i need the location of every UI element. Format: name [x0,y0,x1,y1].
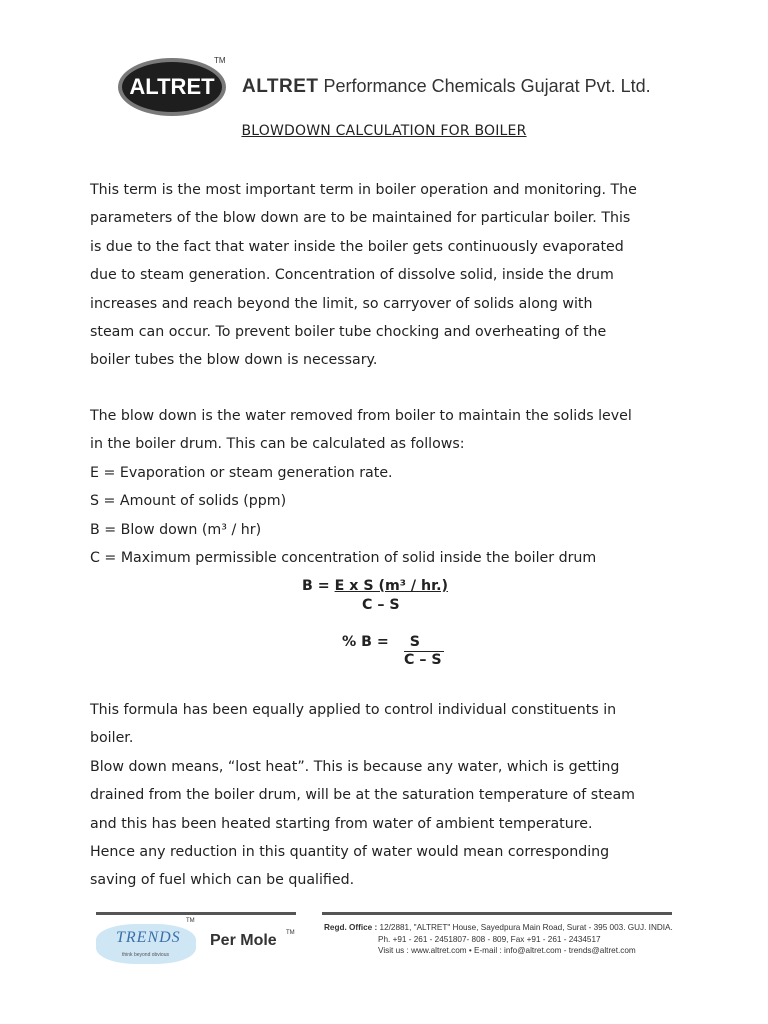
phone-line: Ph. +91 - 261 - 2451807- 808 - 809, Fax +91 - 261 - 2434517 [378,934,601,944]
trends-tagline: think beyond obvious [122,952,169,958]
per-mole-logo: Per Mole [210,932,277,949]
definition-e: E = Evaporation or steam generation rate. [90,464,393,481]
footer-divider [96,912,296,915]
company-name [242,76,651,98]
definition-c: C = Maximum permissible concentration of solid inside the boiler drum [90,550,597,567]
formula-blowdown [302,578,448,594]
web-email-line: Visit us : www.altret.com • E-mail : info@altret.com - trends@altret.com [378,946,636,955]
text-line: boiler tubes the blow down is necessary. [90,352,378,369]
text-line: due to steam generation. Concentration of dissolve solid, inside the drum [90,267,614,284]
regd-address: 12/2881, "ALTRET" House, Sayedpura Main Road, Surat - 395 003. GUJ. INDIA. [379,923,673,932]
text-line: in the boiler drum. This can be calculated as follows: [90,436,465,453]
document-title: BLOWDOWN CALCULATION FOR BOILER [241,123,527,139]
text-line: The blow down is the water removed from boiler to maintain the solids level [90,408,632,424]
text-line: Blow down means, “lost heat”. This is because any water, which is getting [90,758,620,775]
text-line: saving of fuel which can be qualified. [90,872,355,889]
formula-numerator: S [409,634,420,650]
formula-percent-denominator: C – S [404,652,442,668]
text-line: This term is the most important term in boiler operation and monitoring. The [90,182,637,198]
text-line: is due to the fact that water inside the boiler gets continuously evaporated [90,238,624,255]
definition-b: B = Blow down (m³ / hr) [90,521,262,538]
formula-lhs: B = [302,578,335,594]
altret-logo [118,58,226,116]
formula-lhs: % B = [342,634,394,650]
company-name-rest: Performance Chemicals Gujarat Pvt. Ltd. [318,76,651,96]
letterhead-footer [92,910,676,970]
paragraph-intro [90,176,678,375]
text-line: This formula has been equally applied to control individual constituents in [90,702,617,718]
logo-trademark: TM [214,56,226,65]
trends-logo-text: TRENDS [116,929,181,946]
regd-office-label: Regd. Office : [324,923,378,932]
address-line [324,922,674,934]
text-line: drained from the boiler drum, will be at the saturation temperature of steam [90,787,636,804]
paragraph-definitions [90,402,678,572]
text-line: steam can occur. To prevent boiler tube chocking and overheating of the [90,324,607,341]
trends-logo [96,924,196,964]
office-address [324,922,674,957]
letterhead [96,50,651,120]
logo-text: ALTRET [129,74,215,99]
text-line: and this has been heated starting from water of ambient temperature. [90,815,593,832]
footer-divider [322,912,672,915]
text-line: parameters of the blow down are to be maintained for particular boiler. This [90,210,631,227]
text-line: boiler. [90,730,134,747]
paragraph-lost-heat [90,696,678,895]
formula-numerator: E x S (m³ / hr.) [334,578,448,594]
per-mole-trademark: TM [286,930,295,936]
formula-blowdown-denominator: C – S [362,597,400,613]
text-line: increases and reach beyond the limit, so carryover of solids along with [90,295,593,312]
formula-percent-blowdown [342,634,420,650]
text-line: Hence any reduction in this quantity of water would mean corresponding [90,844,610,861]
definition-s: S = Amount of solids (ppm) [90,493,287,510]
trends-trademark: TM [186,918,195,924]
company-brand: ALTRET [242,76,319,97]
